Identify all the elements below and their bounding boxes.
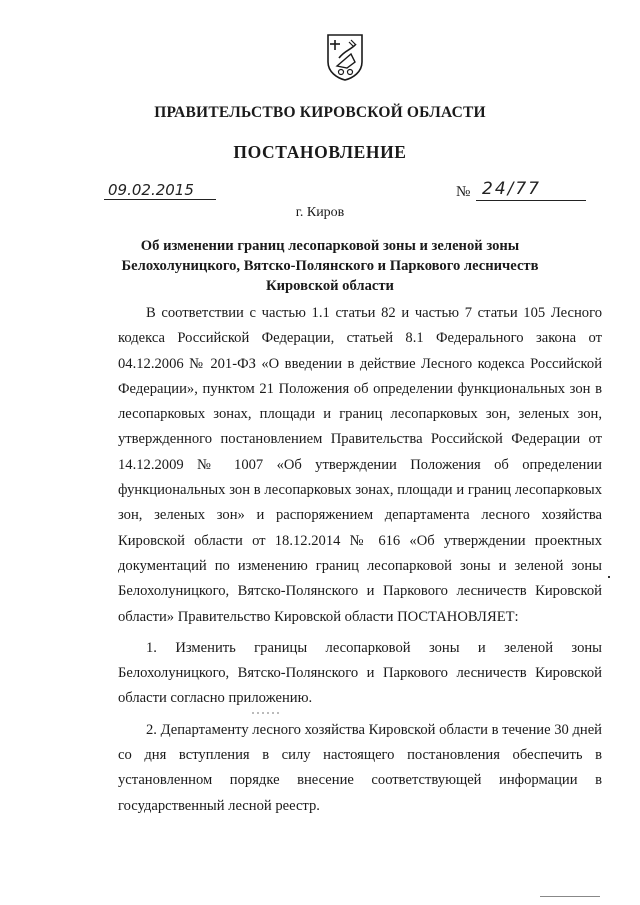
item-1-paragraph: 1. Изменить границы лесопарковой зоны и зеленой зоны Белохолуницкого, Вятско-Полянского и Паркового лесничеств Кировской области согласно приложению.: [118, 639, 602, 707]
document-date: 09.02.2015: [104, 181, 216, 200]
scan-noise: [252, 712, 280, 714]
title-line-1: Об изменении границ лесопарковой зоны и зеленой зоны: [140, 238, 520, 254]
document-number: 24/77: [476, 178, 586, 201]
document-body: [118, 301, 602, 825]
document-type: ПОСТАНОВЛЕНИЕ: [233, 142, 407, 162]
item-2-paragraph: 2. Департаменту лесного хозяйства Кировской области в течение 30 дней со дня вступления в силу настоящего постановления обеспечить в установленном порядке внесение соответствующей информации в государственный лесной реестр.: [118, 721, 602, 814]
preamble-paragraph: В соответствии с частью 1.1 статьи 82 и частью 7 статьи 105 Лесного кодекса Российской Федерации, статьей 8.1 Федерального закона от 04.12.2006 № 201-ФЗ «О введении в действие Лесного кодекса Российской Федерации», пунктом 21 Положения об определении функциональных зон в лесопарковых зонах, площади и границ лесопарковых зон, зеленых зон, утвержденного постановлением Правительства Российской Федерации от 14.12.2009 № 1007 «Об утверждении Положения об определении функциональных зон в лесопарковых зонах, площади и границ лесопарковых зон, зеленых зон» и распоряжением департамента лесного хозяйства Кировской области от 18.12.2014 № 616 «Об утверждении проектных документаций по изменению границ лесопарковой зоны и зеленой зоны Белохолуницкого, Вятско-Полянского и Паркового лесничеств Кировской области» Правительство Кировской области ПОСТАНОВЛЯЕТ:: [118, 305, 602, 625]
scan-edge-line: [540, 896, 600, 897]
city: г. Киров: [295, 205, 345, 220]
title-line-3: Кировской области: [266, 278, 394, 294]
organization-name: ПРАВИТЕЛЬСТВО КИРОВСКОЙ ОБЛАСТИ: [154, 104, 486, 121]
scan-speck: [608, 576, 610, 578]
title-line-2: Белохолуницкого, Вятско-Полянского и Паркового лесничеств: [121, 258, 539, 274]
document-title: [118, 236, 542, 296]
number-sign: №: [456, 184, 471, 200]
coat-of-arms-icon: [325, 32, 365, 82]
